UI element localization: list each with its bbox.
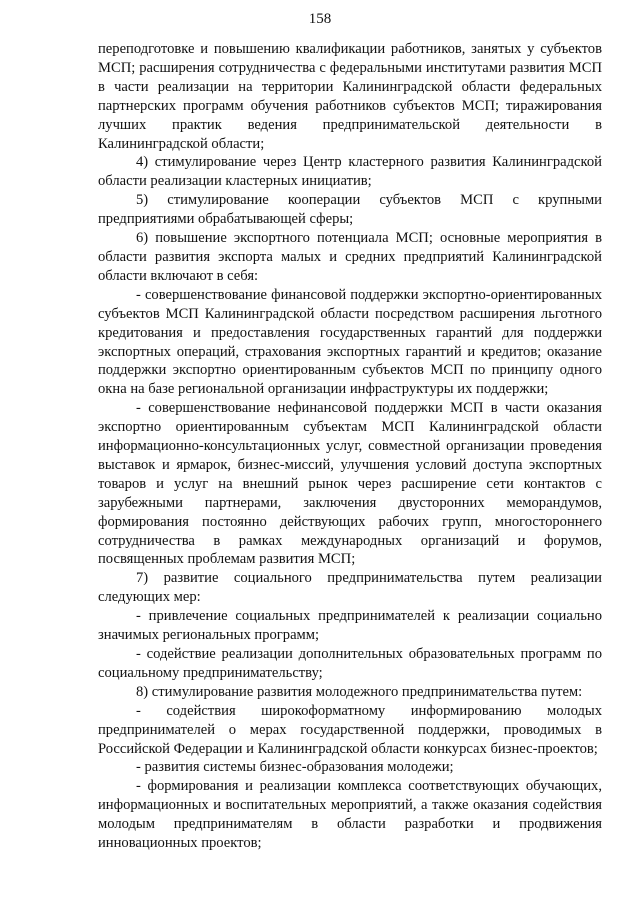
paragraph-item-7: 7) развитие социального предпринимательства путем реализации следующих мер:	[98, 570, 602, 606]
paragraph-item-8: 8) стимулирование развития молодежного предпринимательства путем:	[136, 683, 583, 700]
paragraph-item-8-informing: - содействия широкоформатному информированию молодых предпринимателей о мерах государственной поддержки, проводимых в Российской Федерации и Калининградской области конкурсах бизнес-проектов;	[98, 702, 602, 757]
paragraph-item-7-attraction: - привлечение социальных предпринимателей к реализации социально значимых региональных программ;	[98, 608, 602, 644]
paragraph-item-8-measures: - формирования и реализации комплекса соответствующих обучающих, информационных и воспитательных мероприятий, а также оказания содействия молодым предпринимателям в области разработки и продвижения инновационных проектов;	[98, 778, 602, 852]
page-number: 158	[308, 11, 332, 27]
paragraph-item-5: 5) стимулирование кооперации субъектов МСП с крупными предприятиями обрабатывающей сферы;	[98, 192, 602, 228]
document-body	[98, 40, 602, 853]
paragraph-item-7-assistance: - содействие реализации дополнительных образовательных программ по социальному предпринимательству;	[98, 646, 602, 681]
paragraph-item-6-nonfinancial: - совершенствование нефинансовой поддержки МСП в части оказания экспортно ориентированным субъектам МСП Калининградской области информационно-консультационных услуг, совместной организации проведения выставок и ярмарок, бизнес-миссий, улучшения условий доступа экспортных товаров и услуг на внешний рынок через расширение сети контактов с зарубежными партнерами, заключения двусторонних меморандумов, формирования постоянно действующих рабочих групп, многостороннего сотрудничества в рамках международных организаций и форумов, посвященных проблемам развития МСП;	[98, 400, 602, 568]
paragraph-item-6-financial: - совершенствование финансовой поддержки экспортно-ориентированных субъектов МСП Калининградской области посредством расширения льготного кредитования и предоставления государственных гарантий для поддержки экспортных операций, страхования экспортных гарантий и кредитов; оказание поддержки экспортно ориентированным субъектов МСП по принципу одного окна на базе региональной организации инфраструктуры их поддержки;	[98, 286, 602, 398]
paragraph-item-8-education: - развития системы бизнес-образования молодежи;	[136, 759, 454, 776]
paragraph-item-6: 6) повышение экспортного потенциала МСП; основные мероприятия в области развития экспорта малых и средних предприятий Калининградской области включают в себя:	[98, 230, 602, 284]
paragraph-item-4: 4) стимулирование через Центр кластерного развития Калининградской области реализации кластерных инициатив;	[98, 154, 602, 190]
paragraph-continuation: переподготовке и повышению квалификации работников, занятых у субъектов МСП; расширения сотрудничества с федеральными институтами развития МСП в части реализации на территории Калининградской области федеральных партнерских программ обучения работников субъектов МСП; тиражирования лучших практик ведения предпринимательской деятельности в Калининградской области;	[98, 41, 602, 152]
